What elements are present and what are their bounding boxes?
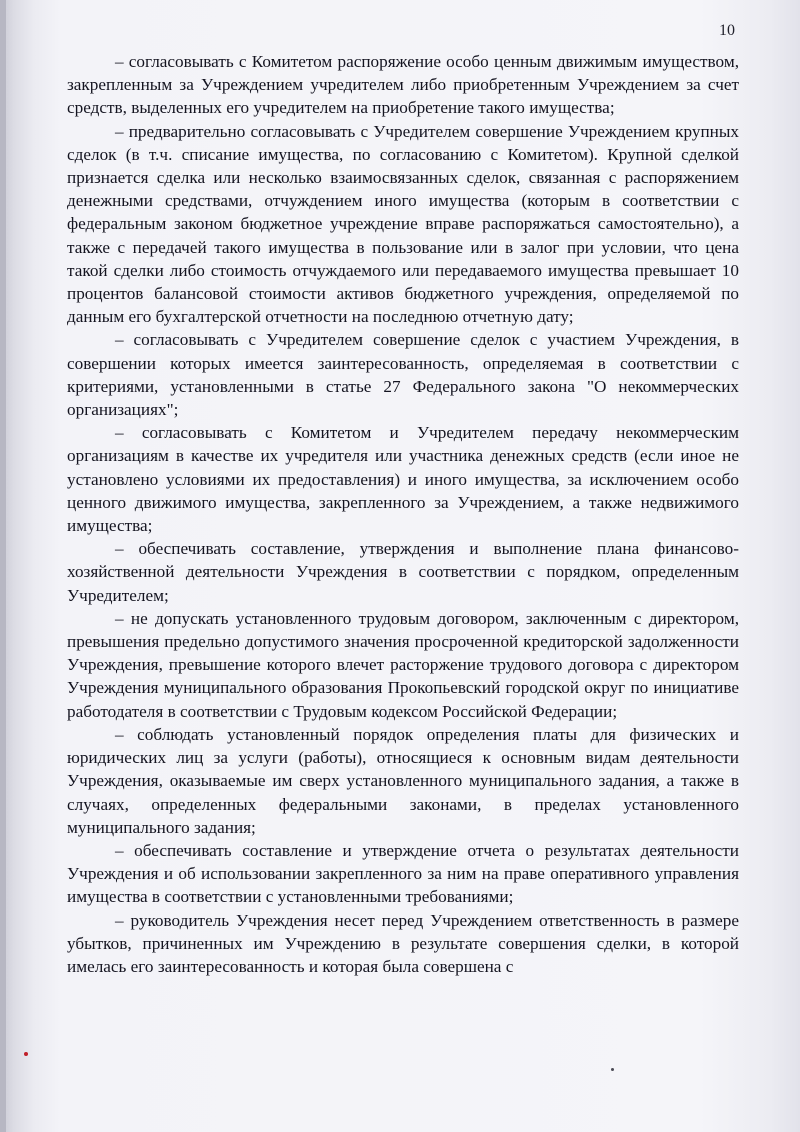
scan-artifact-dot — [611, 1068, 614, 1071]
paragraph: – предварительно согласовывать с Учредителем совершение Учреждением крупных сделок (в т.ч. списание имущества, по согласованию с Комитетом). Крупной сделкой признается сделка или несколько взаимосвязанных сделок, связанная с распоряжением денежными средствами, отчуждением иного имущества (которым в соответствии с федеральным законом бюджетное учреждение вправе распоряжаться самостоятельно), а также с передачей такого имущества в пользование или в залог при условии, что цена такой сделки либо стоимость отчуждаемого или передаваемого имущества превышает 10 процентов балансовой стоимости активов бюджетного учреждения, определяемой по данным его бухгалтерской отчетности на последнюю отчетную дату; — [67, 121, 739, 327]
paragraph: – согласовывать с Комитетом распоряжение особо ценным движимым имуществом, закрепленным за Учреждением учредителем либо приобретенным Учреждением за счет средств, выделенных его учредителем на приобретение такого имущества; — [67, 52, 739, 118]
binding-shadow — [0, 0, 6, 1132]
paragraph: – согласовывать с Комитетом и Учредителем передачу некоммерческим организациям в качестве их учредителя или участника денежных средств (если иное не установлено условиями их предоставления) и иного имущества, за исключением особо ценного движимого имущества, закрепленного за Учреждением, а также недвижимого имущества; — [67, 423, 739, 536]
paragraph: – соблюдать установленный порядок определения платы для физических и юридических лиц за услуги (работы), относящиеся к основным видам деятельности Учреждения, оказываемые им сверх установленного муниципального задания, а также в случаях, определенных федеральными законами, в пределах установленного муниципального задания; — [67, 724, 739, 837]
document-body — [67, 50, 739, 978]
paragraph: – обеспечивать составление, утверждения и выполнение плана финансово-хозяйственной деятельности Учреждения в соответствии с порядком, определенным Учредителем; — [67, 539, 739, 605]
paragraph: – обеспечивать составление и утверждение отчета о результатах деятельности Учреждения и об использовании закрепленного за ним на праве оперативного управления имущества в соответствии с установленными требованиями; — [67, 840, 739, 907]
paragraph: – руководитель Учреждения несет перед Учреждением ответственность в размере убытков, причиненных им Учреждению в результате совершения сделки, в которой имелась его заинтересованность и которая была совершена с — [67, 910, 739, 976]
scan-artifact-dot — [24, 1052, 28, 1056]
paragraph: – согласовывать с Учредителем совершение сделок с участием Учреждения, в совершении которых имеется заинтересованность, определяемая в соответствии с критериями, установленными в статье 27 Федерального закона "О некоммерческих организациях"; — [67, 330, 739, 420]
paragraph: – не допускать установленного трудовым договором, заключенным с директором, превышения предельно допустимого значения просроченной кредиторской задолженности Учреждения, превышение которого влечет расторжение трудового договора с директором Учреждения муниципального образования Прокопьевский городской округ по инициативе работодателя в соответствии с Трудовым кодексом Российской Федерации; — [67, 608, 739, 721]
page-number: 10 — [719, 22, 735, 39]
